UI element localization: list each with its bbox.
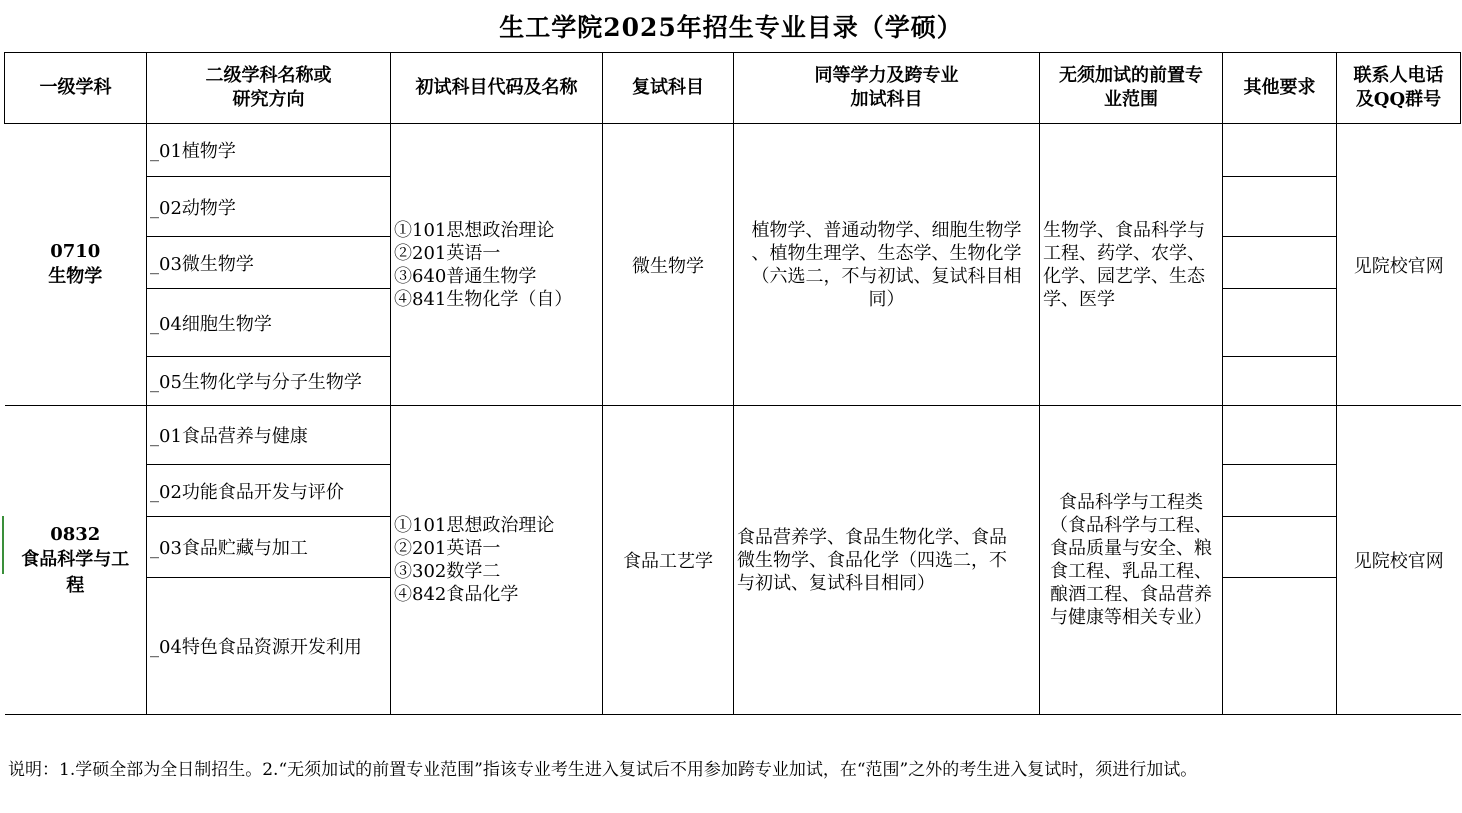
extra-exam-cell bbox=[734, 406, 1040, 715]
exam-subject: ④841生物化学（自） bbox=[394, 288, 573, 310]
prior-major-line: 与健康等相关专业） bbox=[1050, 607, 1212, 628]
header-prior-majors bbox=[1040, 53, 1223, 124]
header-contact bbox=[1337, 53, 1461, 124]
exam-subject: ③640普通生物学 bbox=[394, 265, 537, 287]
discipline-cell bbox=[5, 406, 147, 715]
retest-cell: 微生物学 bbox=[603, 124, 734, 406]
other-requirements-cell bbox=[1223, 289, 1337, 357]
header-secondary-discipline bbox=[147, 53, 391, 124]
header-text: 无须加试的前置专 bbox=[1059, 65, 1203, 86]
header-row bbox=[5, 53, 1461, 124]
direction-cell: _02功能食品开发与评价 bbox=[147, 465, 391, 517]
exam-subject: ①101思想政治理论 bbox=[394, 219, 555, 241]
header-retest-subject: 复试科目 bbox=[603, 53, 734, 124]
other-requirements-cell bbox=[1223, 357, 1337, 406]
extra-exam-cell bbox=[734, 124, 1040, 406]
other-requirements-cell bbox=[1223, 124, 1337, 177]
retest-cell: 食品工艺学 bbox=[603, 406, 734, 715]
extra-exam-line: （六选二，不与初试、复试科目相 bbox=[751, 265, 1022, 287]
other-requirements-cell bbox=[1223, 465, 1337, 517]
prior-major-line: （食品科学与工程、 bbox=[1050, 515, 1212, 536]
header-extra-exam bbox=[734, 53, 1040, 124]
exam-subjects-cell bbox=[391, 124, 603, 406]
header-text: 联系人电话 bbox=[1353, 65, 1444, 86]
page-title: 生工学院2025年招生专业目录（学硕） bbox=[499, 13, 963, 42]
prior-major-line: 生物学、食品科学与 bbox=[1043, 219, 1205, 241]
header-text: 二级学科名称或 bbox=[205, 65, 332, 86]
table-row bbox=[5, 124, 1461, 177]
extra-exam-line: 同） bbox=[868, 288, 905, 310]
direction-cell: _04特色食品资源开发利用 bbox=[147, 578, 391, 715]
exam-subject: ②201英语一 bbox=[394, 538, 501, 559]
discipline-cell bbox=[5, 124, 147, 406]
discipline-name: 程 bbox=[66, 574, 85, 596]
prior-major-line: 食品科学与工程类 bbox=[1059, 492, 1203, 513]
header-text: 及QQ群号 bbox=[1355, 89, 1442, 110]
exam-subject: ①101思想政治理论 bbox=[394, 515, 555, 536]
extra-exam-line: 微生物学、食品化学（四选二，不 bbox=[737, 549, 1007, 571]
other-requirements-cell bbox=[1223, 406, 1337, 465]
direction-cell: _03微生物学 bbox=[147, 237, 391, 289]
extra-exam-line: 植物学、普通动物学、细胞生物学 bbox=[751, 219, 1022, 241]
prior-majors-cell bbox=[1040, 124, 1223, 406]
direction-cell: _02动物学 bbox=[147, 177, 391, 237]
extra-exam-line: 与初试、复试科目相同） bbox=[737, 572, 935, 594]
header-primary-discipline: 一级学科 bbox=[5, 53, 147, 124]
other-requirements-cell bbox=[1223, 177, 1337, 237]
header-text: 同等学力及跨专业 bbox=[814, 65, 959, 86]
header-text: 加试科目 bbox=[850, 89, 923, 110]
direction-cell: _01植物学 bbox=[147, 124, 391, 177]
exam-subjects-cell bbox=[391, 406, 603, 715]
discipline-name: 生物学 bbox=[48, 266, 103, 287]
catalog-table bbox=[4, 52, 1461, 715]
header-text: 业范围 bbox=[1104, 89, 1158, 110]
header-exam-subjects: 初试科目代码及名称 bbox=[391, 53, 603, 124]
contact-cell: 见院校官网 bbox=[1337, 124, 1461, 406]
exam-subject: ②201英语一 bbox=[394, 242, 501, 264]
prior-major-line: 工程、药学、农学、 bbox=[1043, 242, 1205, 264]
extra-exam-line: 食品营养学、食品生物化学、食品 bbox=[737, 526, 1007, 548]
prior-major-line: 化学、园艺学、生态 bbox=[1043, 265, 1205, 287]
direction-cell: _04细胞生物学 bbox=[147, 289, 391, 357]
other-requirements-cell bbox=[1223, 517, 1337, 578]
prior-major-line: 食工程、乳品工程、 bbox=[1050, 561, 1212, 582]
other-requirements-cell bbox=[1223, 578, 1337, 715]
footnote: 说明：1.学硕全部为全日制招生。2.“无须加试的前置专业范围”指该专业考生进入复试后不用参加跨专业加试，在“范围”之外的考生进入复试时，须进行加试。 bbox=[8, 760, 1198, 780]
discipline-code: 0832 bbox=[50, 523, 101, 545]
exam-subject: ④842食品化学 bbox=[394, 584, 519, 605]
discipline-code: 0710 bbox=[50, 241, 101, 262]
direction-cell: _03食品贮藏与加工 bbox=[147, 517, 391, 578]
prior-major-line: 学、医学 bbox=[1043, 288, 1115, 310]
other-requirements-cell bbox=[1223, 237, 1337, 289]
direction-cell: _05生物化学与分子生物学 bbox=[147, 357, 391, 406]
exam-subject: ③302数学二 bbox=[394, 561, 501, 582]
prior-majors-cell bbox=[1040, 406, 1223, 715]
header-text: 研究方向 bbox=[232, 89, 305, 110]
extra-exam-line: 、植物生理学、生态学、生物化学 bbox=[751, 242, 1022, 264]
table-row bbox=[5, 406, 1461, 465]
header-other-requirements: 其他要求 bbox=[1223, 53, 1337, 124]
contact-cell: 见院校官网 bbox=[1337, 406, 1461, 715]
direction-cell: _01食品营养与健康 bbox=[147, 406, 391, 465]
prior-major-line: 酿酒工程、食品营养 bbox=[1050, 584, 1212, 605]
prior-major-line: 食品质量与安全、粮 bbox=[1050, 538, 1212, 559]
discipline-name: 食品科学与工 bbox=[21, 548, 130, 570]
